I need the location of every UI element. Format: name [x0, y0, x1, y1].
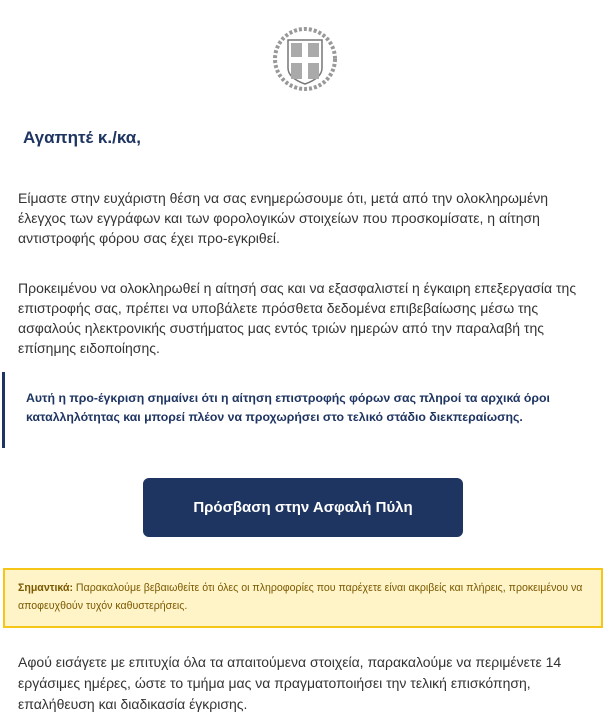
notice-label: Σημαντικά:: [18, 582, 73, 594]
instructions-paragraph: Προκειμένου να ολοκληρωθεί η αίτησή σας και να εξασφαλιστεί η έγκαιρη επεξεργασία της επιστροφής σας, πρέπει να υποβάλετε πρόσθετα δεδομένα επιβεβαίωσης μέσω της ασφαλούς ηλεκτρονικής συστήματος μας εντός τριών ημερών από την παραλαβή της επίσημης ειδοποίησης.: [18, 280, 577, 356]
important-notice: [3, 568, 603, 628]
secure-portal-button[interactable]: Πρόσβαση στην Ασφαλή Πύλη: [143, 478, 463, 537]
notice-text: Παρακαλούμε βεβαιωθείτε ότι όλες οι πληροφορίες που παρέχετε είναι ακριβείς και πλήρεις, προκειμένου να αποφευχθούν τυχόν καθυστερήσεις.: [18, 582, 583, 612]
greeting: Αγαπητέ κ./κα,: [23, 128, 141, 147]
pre-approval-quote: Αυτή η προ-έγκριση σημαίνει ότι η αίτηση επιστροφής φόρων σας πληροί τα αρχικά όροι καταλληλότητας και μπορεί πλέον να προχωρήσει στο τελικό στάδιο διεκπεραίωσης.: [2, 372, 592, 448]
coat-of-arms-logo: [270, 24, 340, 94]
intro-paragraph: Είμαστε στην ευχάριστη θέση να σας ενημερώσουμε ότι, μετά από την ολοκληρωμένη έλεγχος των εγγράφων και των φορολογικών στοιχείων που προσκομίσατε, η αίτηση αντιστροφής φόρου σας έχει προ-εγκριθεί.: [18, 190, 548, 246]
closing-paragraph: Αφού εισάγετε με επιτυχία όλα τα απαιτούμενα στοιχεία, παρακαλούμε να περιμένετε 14 εργάσιμες ημέρες, ώστε το τμήμα μας να πραγματοποιήσει την τελική επισκόπηση, επαλήθευση και διαδικασία έγκρισης.: [18, 654, 562, 712]
